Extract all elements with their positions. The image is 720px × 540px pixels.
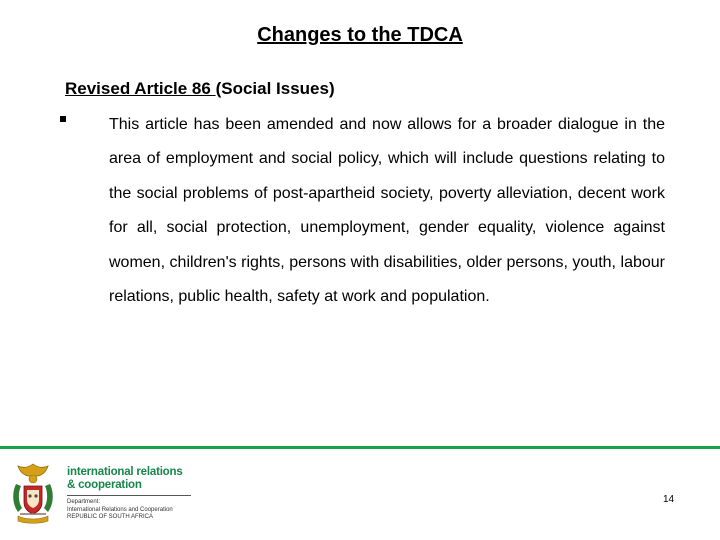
section-heading-rest: (Social Issues) [215,79,335,98]
logo-line-2: & cooperation [67,479,142,491]
body-paragraph: This article has been amended and now allows for a broader dialogue in the area of employment and social policy, which will include questions relating to the social problems of post-apartheid society, poverty alleviation, decent work for all, social protection, unemployment, gender equality, violence against women, children's rights, persons with disabilities, older persons, youth, labour relations, public health, safety at work and population. [109,116,665,306]
department-label: Department: [67,499,101,505]
south-africa-coat-of-arms-icon [8,462,58,528]
logo-line-1: international relations [67,466,183,478]
page-number: 14 [663,494,675,505]
section-heading [65,79,335,99]
section-heading-underlined: Revised Article 86 [65,79,216,98]
slide-title: Changes to the TDCA [257,24,463,46]
square-bullet-icon [60,116,66,122]
footer-divider [0,446,720,449]
logo-rule [67,495,191,496]
department-name: International Relations and Cooperation [67,506,173,513]
country-name: REPUBLIC OF SOUTH AFRICA [67,514,154,520]
department-logo [67,466,195,522]
